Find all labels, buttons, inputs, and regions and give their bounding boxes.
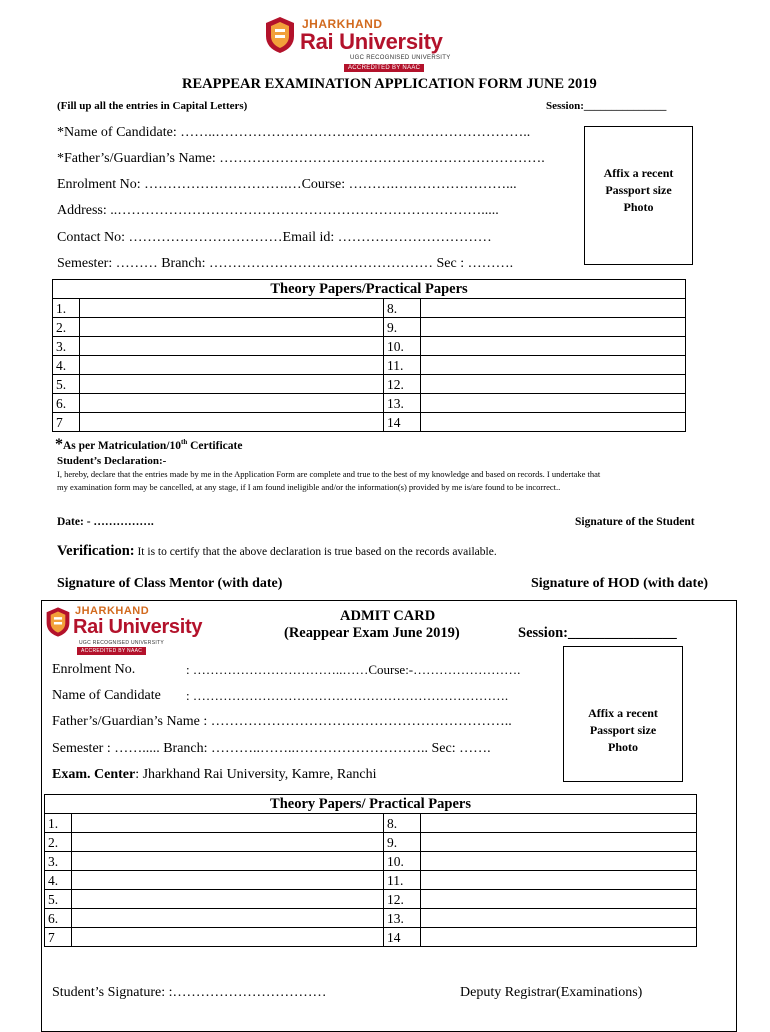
- brand-state: JHARKHAND: [302, 17, 383, 31]
- declaration-text: my examination form may be cancelled, at any stage, if I am found ineligible and/or the information(s) provided by me is/are found to be incorrect..: [57, 482, 561, 492]
- photo-text: Affix a recent: [603, 166, 674, 180]
- photo-text: Photo: [608, 740, 638, 754]
- admit-exam-center: Exam. Center: Jharkhand Rai University, Kamre, Ranchi: [52, 767, 377, 782]
- brand-name: Rai University: [73, 616, 203, 638]
- table-row: 7 14: [45, 928, 697, 947]
- admit-father-field[interactable]: Father’s/Guardian’s Name : ………………………………………………………..: [52, 714, 512, 729]
- table-row: 5. 12.: [53, 375, 686, 394]
- brand-name: Rai University: [300, 29, 443, 54]
- table-row: 5. 12.: [45, 890, 697, 909]
- table-row: 4. 11.: [53, 356, 686, 375]
- footnote: *As per Matriculation/10th Certificate: [55, 436, 243, 453]
- table-row: 2. 9.: [45, 833, 697, 852]
- hod-signature-label: Signature of HOD (with date): [531, 576, 709, 591]
- contact-email-field[interactable]: Contact No: ……………………………Email id: ……………………………: [57, 230, 492, 245]
- university-logo: [262, 14, 477, 76]
- admit-photo-box: [563, 646, 683, 782]
- admit-student-signature[interactable]: Student’s Signature: :……………………………: [52, 985, 327, 1000]
- papers-table: [52, 279, 686, 432]
- admit-semester-field[interactable]: Semester : ……..... Branch: ………..……..……………………….. Sec: …….: [52, 741, 491, 756]
- enrolment-course-field[interactable]: Enrolment No: ………………………….…Course: ……….……………………...: [57, 177, 517, 192]
- mentor-signature-label: Signature of Class Mentor (with date): [57, 576, 283, 591]
- table-row: 3. 10.: [45, 852, 697, 871]
- admit-registrar-label: Deputy Registrar(Examinations): [460, 985, 643, 1000]
- form-title: REAPPEAR EXAMINATION APPLICATION FORM JUNE 2019: [182, 76, 597, 92]
- photo-text: Photo: [623, 200, 654, 214]
- brand-accreditation: ACCREDITED BY NAAC: [77, 647, 146, 655]
- address-field[interactable]: Address: ..…………………………………………………………………….....: [57, 203, 499, 218]
- table-row: 3. 10.: [53, 337, 686, 356]
- verification: Verification: It is to certify that the above declaration is true based on the records available.: [57, 543, 497, 559]
- photo-text: Affix a recent: [588, 706, 658, 720]
- declaration-text: I, hereby, declare that the entries made by me in the Application Form are complete and true to the best of my knowledge and based on records. I undertake that: [57, 469, 601, 479]
- photo-text: Passport size: [605, 183, 672, 197]
- date-field[interactable]: Date: - …………….: [57, 516, 154, 528]
- admit-papers-table: [44, 794, 697, 947]
- form-session: Session:_______________: [546, 100, 667, 112]
- table-row: 6. 13.: [53, 394, 686, 413]
- form-instruction: (Fill up all the entries in Capital Letters): [57, 100, 248, 112]
- admit-subtitle: (Reappear Exam June 2019): [284, 625, 460, 641]
- brand-state: JHARKHAND: [75, 605, 150, 617]
- admit-name-label: Name of Candidate: [52, 688, 161, 703]
- table-row: 4. 11.: [45, 871, 697, 890]
- photo-text: Passport size: [589, 723, 657, 737]
- admit-enrolment-label: Enrolment No.: [52, 662, 136, 677]
- student-signature-label: Signature of the Student: [575, 516, 695, 528]
- admit-university-logo: [45, 604, 225, 654]
- admit-name-field[interactable]: : ……………………………………………………………….: [186, 688, 509, 703]
- papers-heading: Theory Papers/Practical Papers: [53, 280, 686, 299]
- shield-icon: [264, 16, 296, 54]
- table-row: 2. 9.: [53, 318, 686, 337]
- shield-icon: [45, 606, 71, 638]
- father-name-field[interactable]: *Father’s/Guardian’s Name: …………………………………………………………….: [57, 151, 545, 166]
- candidate-name-field[interactable]: *Name of Candidate: ……..…………………………………………………………..: [57, 125, 531, 140]
- photo-box: [584, 126, 693, 265]
- brand-recognition: UGC RECOGNISED UNIVERSITY: [350, 55, 451, 61]
- table-row: 1. 8.: [45, 814, 697, 833]
- semester-branch-field[interactable]: Semester: ……… Branch: ………………………………………… Sec : ……….: [57, 256, 514, 271]
- admit-title: ADMIT CARD: [340, 608, 436, 624]
- admit-session: Session:_______________: [518, 625, 677, 641]
- brand-recognition: UGC RECOGNISED UNIVERSITY: [79, 640, 165, 646]
- admit-papers-heading: Theory Papers/ Practical Papers: [45, 795, 697, 814]
- table-row: 1. 8.: [53, 299, 686, 318]
- admit-enrolment-field[interactable]: : ……………………………..……Course:-…………………….: [186, 662, 521, 677]
- declaration-title: Student’s Declaration:-: [57, 455, 167, 467]
- brand-accreditation: ACCREDITED BY NAAC: [344, 64, 424, 72]
- table-row: 6. 13.: [45, 909, 697, 928]
- table-row: 7 14: [53, 413, 686, 432]
